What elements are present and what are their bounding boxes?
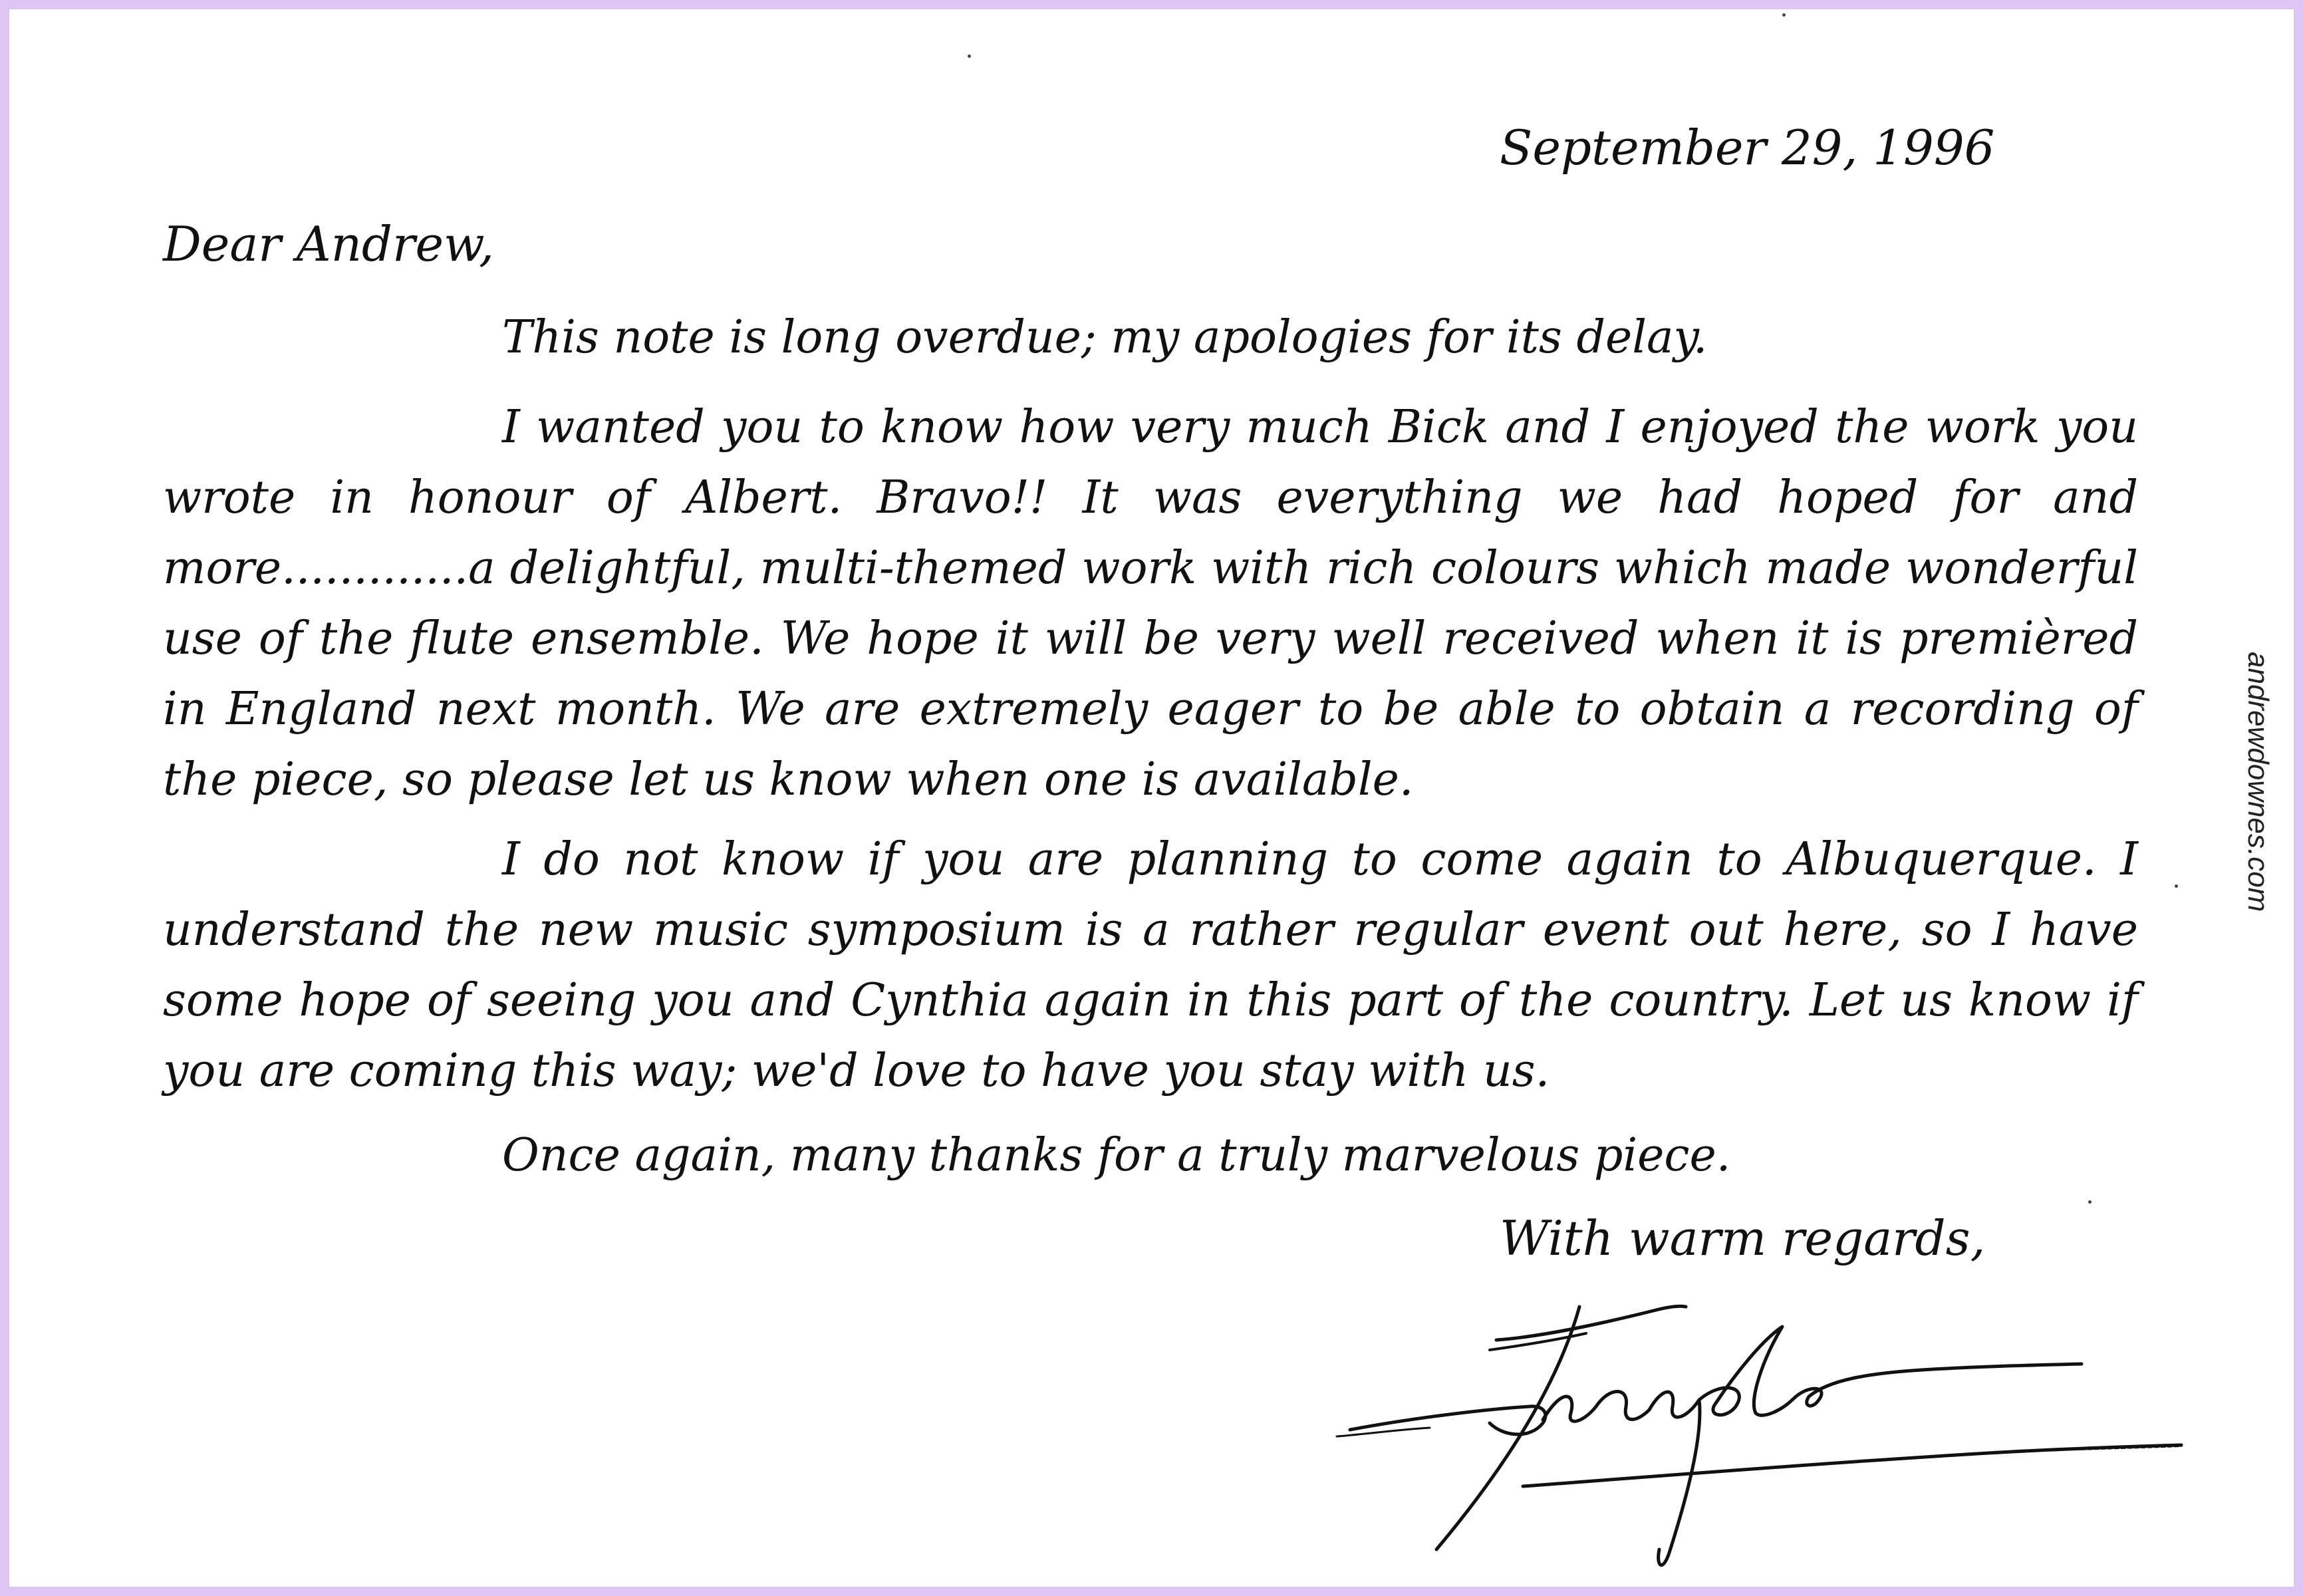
paragraph-4: Once again, many thanks for a truly marvelous piece. [502,1129,1731,1182]
paper-speck [2088,1200,2092,1204]
paper-speck [968,55,971,58]
paper-speck [2175,884,2178,888]
paper-speck [1782,13,1786,17]
watermark: andrewdownes.com [2242,652,2274,912]
salutation: Dear Andrew, [163,216,495,272]
paragraph-1: This note is long overdue; my apologies for its delay. [502,311,1708,364]
closing: With warm regards, [1500,1210,1986,1266]
paragraph-2: I wanted you to know how very much Bick and I enjoyed the work you wrote in honour of Albert. Bravo!! It was everything we had hoped for and more.............a delightful, multi-themed work with rich colours which made wonderful use of the flute ensemble. We hope it will be very well received when it is premièred in England next month. We are extremely eager to be able to obtain a recording of the piece, so please let us know when one is available. [163,401,2138,806]
letter-date: September 29, 1996 [1500,120,1995,176]
paragraph-3: I do not know if you are planning to come again to Albuquerque. I understand the new music symposium is a rather regular event out here, so I have some hope of seeing you and Cynthia again in this part of the country. Let us know if you are coming this way; we'd love to have you stay with us. [163,833,2138,1097]
handwritten-signature [1323,1287,2188,1573]
